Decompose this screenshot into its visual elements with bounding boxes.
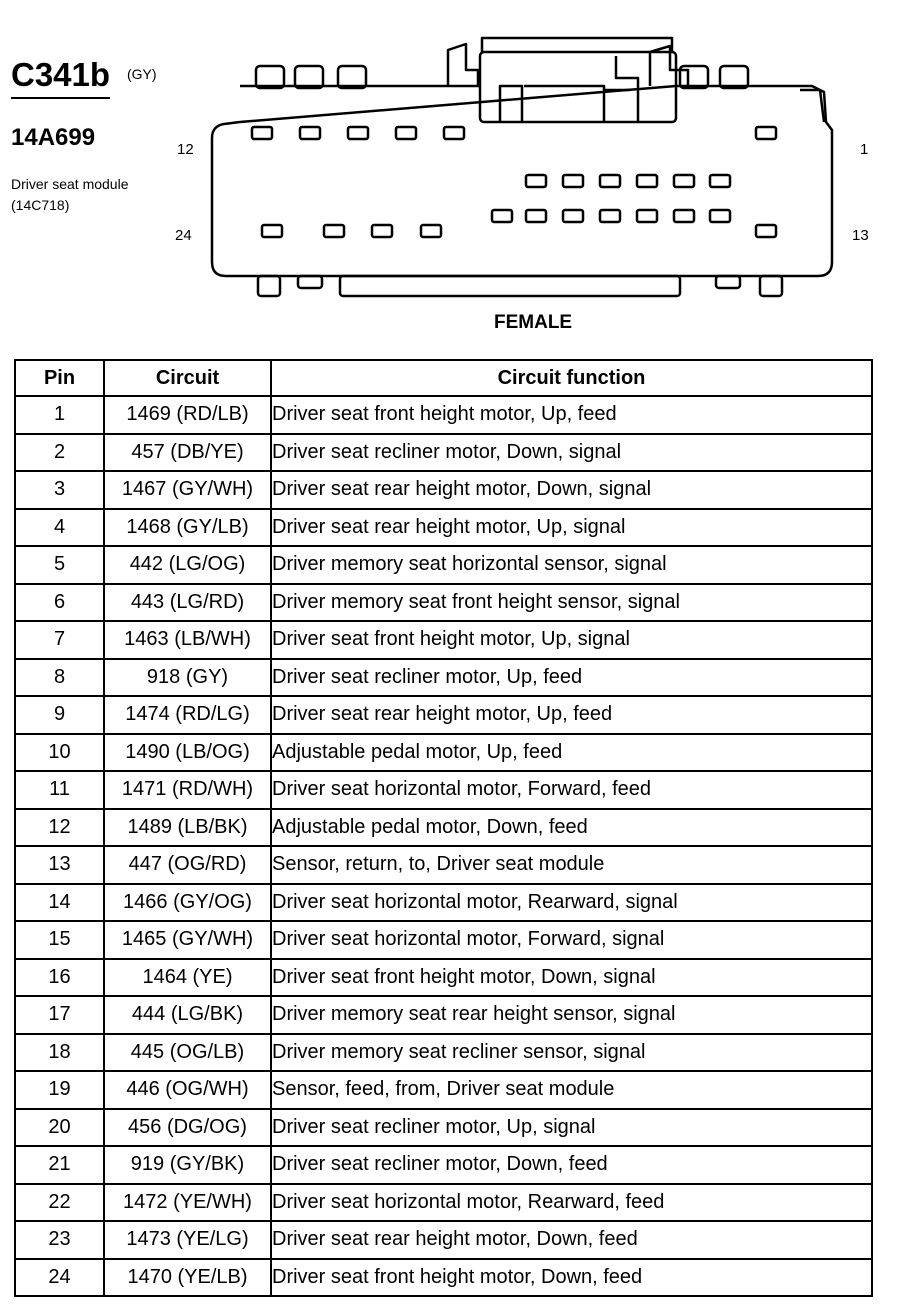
pin-cavity [710,210,730,222]
pin-cavity [563,210,583,222]
pin-number-cell: 17 [15,996,104,1034]
pin-number-cell: 9 [15,696,104,734]
table-row [15,1146,872,1184]
pin-number-cell: 19 [15,1071,104,1109]
pin-cavity [526,210,546,222]
circuit-function-cell: Driver seat front height motor, Up, signal [271,621,872,659]
circuit-cell: 1472 (YE/WH) [104,1184,271,1222]
circuit-cell: 457 (DB/YE) [104,434,271,472]
pin-number-cell: 21 [15,1146,104,1184]
pin-number-cell: 24 [15,1259,104,1297]
header-pin: Pin [15,360,104,396]
circuit-function-cell: Driver seat front height motor, Down, signal [271,959,872,997]
pin-cavity [637,175,657,187]
circuit-cell: 444 (LG/BK) [104,996,271,1034]
pin-label-top-left: 12 [177,141,194,158]
table-row [15,546,872,584]
circuit-cell: 918 (GY) [104,659,271,697]
pin-number-cell: 6 [15,584,104,622]
pin-cavity [756,127,776,139]
cavity-row-upper-mid [526,175,730,187]
pin-number-cell: 3 [15,471,104,509]
circuit-function-cell: Driver seat recliner motor, Down, signal [271,434,872,472]
circuit-function-cell: Driver seat front height motor, Down, feed [271,1259,872,1297]
pin-cavity [262,225,282,237]
bottom-tab [298,276,322,288]
pin-cavity [372,225,392,237]
table-row [15,1259,872,1297]
pin-number-cell: 12 [15,809,104,847]
table-row [15,509,872,547]
pin-cavity [324,225,344,237]
connector-id: C341b [11,56,111,93]
circuit-function-cell: Adjustable pedal motor, Up, feed [271,734,872,772]
pin-number-cell: 15 [15,921,104,959]
pin-cavity [563,175,583,187]
circuit-cell: 1470 (YE/LB) [104,1259,271,1297]
lock-bar [524,86,604,122]
top-latch [295,66,323,88]
pin-cavity [252,127,272,139]
circuit-function-cell: Driver seat horizontal motor, Forward, signal [271,921,872,959]
table-row [15,771,872,809]
circuit-cell: 1464 (YE) [104,959,271,997]
circuit-function-cell: Driver seat rear height motor, Up, feed [271,696,872,734]
table-row [15,809,872,847]
circuit-cell: 1467 (GY/WH) [104,471,271,509]
table-row [15,1109,872,1147]
circuit-function-cell: Driver seat recliner motor, Up, signal [271,1109,872,1147]
circuit-function-cell: Driver memory seat front height sensor, signal [271,584,872,622]
cavity-row-top [252,127,776,139]
circuit-cell: 443 (LG/RD) [104,584,271,622]
pin-number-cell: 13 [15,846,104,884]
circuit-cell: 1471 (RD/WH) [104,771,271,809]
circuit-cell: 442 (LG/OG) [104,546,271,584]
cavity-row-bottom [262,225,776,237]
pin-number-cell: 20 [15,1109,104,1147]
circuit-cell: 1490 (LB/OG) [104,734,271,772]
circuit-function-cell: Driver seat horizontal motor, Forward, feed [271,771,872,809]
pin-number-cell: 23 [15,1221,104,1259]
table-row [15,1184,872,1222]
circuit-function-cell: Driver seat rear height motor, Up, signal [271,509,872,547]
top-latch [338,66,366,88]
lock-ramp [448,44,478,86]
circuit-cell: 447 (OG/RD) [104,846,271,884]
lock-post [500,86,522,122]
pin-number-cell: 11 [15,771,104,809]
pin-label-bottom-right: 13 [852,227,869,244]
circuit-cell: 1473 (YE/LG) [104,1221,271,1259]
pin-cavity [674,210,694,222]
circuit-function-cell: Driver seat recliner motor, Down, feed [271,1146,872,1184]
pin-cavity [300,127,320,139]
circuit-function-cell: Adjustable pedal motor, Down, feed [271,809,872,847]
pin-number-cell: 18 [15,1034,104,1072]
circuit-function-cell: Driver seat rear height motor, Down, signal [271,471,872,509]
table-row [15,996,872,1034]
pin-cavity [348,127,368,139]
table-row [15,921,872,959]
pin-cavity [526,175,546,187]
pin-cavity [600,175,620,187]
circuit-function-cell: Driver seat front height motor, Up, feed [271,396,872,434]
circuit-function-cell: Driver memory seat rear height sensor, signal [271,996,872,1034]
connector-gender-label: FEMALE [494,312,573,333]
circuit-function-cell: Driver seat recliner motor, Up, feed [271,659,872,697]
description-line-1: Driver seat module [11,176,129,192]
pin-number-cell: 8 [15,659,104,697]
header-circuit-function: Circuit function [271,360,872,396]
pin-label-top-right: 1 [860,141,869,158]
pin-cavity [396,127,416,139]
table-row [15,434,872,472]
pin-number-cell: 22 [15,1184,104,1222]
connector-color: (GY) [127,66,157,82]
header-circuit: Circuit [104,360,271,396]
pinout-table-body [15,396,872,1296]
circuit-cell: 1468 (GY/LB) [104,509,271,547]
table-row [15,1221,872,1259]
bottom-key-bar [340,276,680,296]
pin-number-cell: 14 [15,884,104,922]
table-row [15,884,872,922]
pin-cavity [492,210,512,222]
table-row [15,1071,872,1109]
table-row [15,621,872,659]
pin-number-cell: 4 [15,509,104,547]
connector-face-diagram [0,0,900,340]
pin-number-cell: 5 [15,546,104,584]
circuit-cell: 446 (OG/WH) [104,1071,271,1109]
circuit-cell: 1466 (GY/OG) [104,884,271,922]
pinout-table [14,359,873,1297]
pin-number-cell: 10 [15,734,104,772]
table-row [15,1034,872,1072]
circuit-function-cell: Driver seat horizontal motor, Rearward, feed [271,1184,872,1222]
table-row [15,959,872,997]
bottom-tab [716,276,740,288]
pin-cavity [600,210,620,222]
circuit-cell: 445 (OG/LB) [104,1034,271,1072]
part-number: 14A699 [11,124,96,151]
bottom-tab [258,276,280,296]
body-corner-tab [800,90,824,122]
table-row [15,846,872,884]
circuit-cell: 1469 (RD/LB) [104,396,271,434]
pin-cavity [756,225,776,237]
pin-number-cell: 2 [15,434,104,472]
top-latch [720,66,748,88]
table-row [15,396,872,434]
circuit-function-cell: Sensor, feed, from, Driver seat module [271,1071,872,1109]
pin-label-bottom-left: 24 [175,227,192,244]
circuit-cell: 1489 (LB/BK) [104,809,271,847]
circuit-cell: 1474 (RD/LG) [104,696,271,734]
circuit-function-cell: Driver memory seat horizontal sensor, signal [271,546,872,584]
pin-number-cell: 16 [15,959,104,997]
table-row [15,659,872,697]
circuit-cell: 1465 (GY/WH) [104,921,271,959]
pin-number-cell: 1 [15,396,104,434]
pin-cavity [674,175,694,187]
circuit-function-cell: Driver seat rear height motor, Down, feed [271,1221,872,1259]
table-header-row [15,360,872,396]
circuit-cell: 456 (DG/OG) [104,1109,271,1147]
circuit-cell: 1463 (LB/WH) [104,621,271,659]
table-row [15,696,872,734]
circuit-function-cell: Driver seat horizontal motor, Rearward, signal [271,884,872,922]
pin-cavity [421,225,441,237]
pin-cavity [637,210,657,222]
table-row [15,471,872,509]
circuit-function-cell: Sensor, return, to, Driver seat module [271,846,872,884]
table-row [15,734,872,772]
pin-number-cell: 7 [15,621,104,659]
top-latch [256,66,284,88]
lock-bridge [482,38,672,52]
bottom-tab [760,276,782,296]
pin-cavity [710,175,730,187]
pin-cavity [444,127,464,139]
cavity-row-lower-mid [492,210,730,222]
circuit-cell: 919 (GY/BK) [104,1146,271,1184]
table-row [15,584,872,622]
circuit-function-cell: Driver memory seat recliner sensor, signal [271,1034,872,1072]
description-line-2: (14C718) [11,197,70,213]
